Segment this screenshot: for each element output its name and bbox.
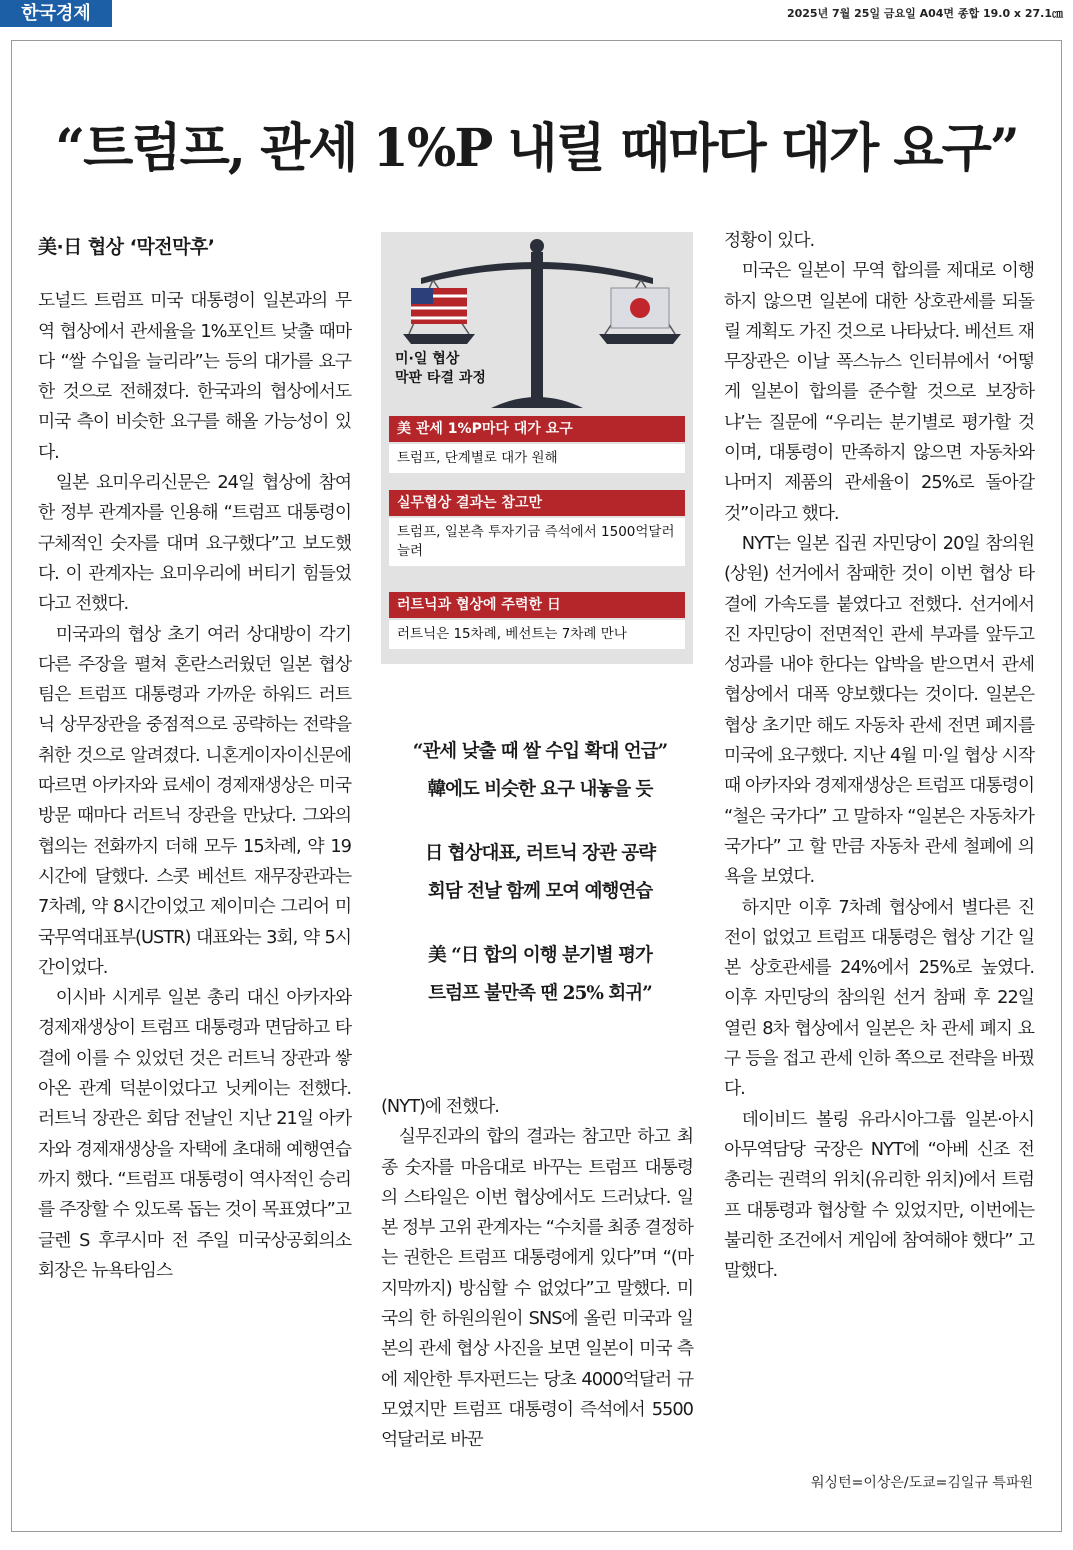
paragraph: 미국과의 협상 초기 여러 상대방이 각기 다른 주장을 펼쳐 혼란스러웠던 일본 협상팀은 트럼프 대통령과 가까운 하워드 러트닉 상무장관을 중점적으로 공략하는 전략을 취한 것으로 알려졌다. 니혼게이자이신문에 따르면 아카자와 료세이 경제재생상은 미국 방문 때마다 러트닉 장관을 만났다. 그와의 협의는 전화까지 더해 모두 15차례, 약 19시간에 달했다. 스콧 베선트 재무장관과는 7차례, 약 8시간이었고 제이미슨 그리어 미국무역대표부(USTR) 대표와는 3회, 약 5시간이었다. bbox=[38, 623, 351, 978]
subhead-line: 日 협상대표, 러트닉 장관 공략 bbox=[424, 843, 656, 864]
subhead-line: “관세 낮출 때 쌀 수입 확대 언급” bbox=[412, 741, 668, 762]
publication-meta: 2025년 7월 25일 금요일 A04면 종합 19.0 x 27.1㎝ bbox=[786, 7, 1063, 20]
infographic-section-heading: 실무협상 결과는 참고만 bbox=[389, 490, 685, 516]
newspaper-masthead: 한국경제 bbox=[0, 0, 112, 27]
paragraph: (NYT)에 전했다. bbox=[381, 1096, 499, 1117]
article-column-2 bbox=[381, 1092, 693, 1456]
subhead-group bbox=[370, 733, 710, 809]
paragraph: 하지만 이후 7차례 협상에서 별다른 진전이 없었고 트럼프 대통령은 협상 기간 일본 상호관세를 24%에서 25%로 높였다. 이후 자민당의 참의원 선거 참패 후 22일 열린 8차 협상에서 일본은 차 관세 폐지 요구 등을 접고 관세 인하 쪽으로 전략을 바꿨다. bbox=[724, 896, 1034, 1100]
paragraph: 도널드 트럼프 미국 대통령이 일본과의 무역 협상에서 관세율을 1%포인트 낮출 때마다 “쌀 수입을 늘리라”는 등의 대가를 요구한 것으로 전해졌다. 한국과의 협상에서도 미국 측이 비슷한 요구를 해올 가능성이 있다. bbox=[38, 290, 351, 463]
subhead-line: 韓에도 비슷한 요구 내놓을 듯 bbox=[427, 779, 653, 800]
infographic-section-body: 트럼프, 단계별로 대가 원해 bbox=[389, 444, 685, 473]
paragraph: 정황이 있다. bbox=[724, 230, 815, 251]
paragraph: 실무진과의 합의 결과는 참고만 하고 최종 숫자를 마음대로 바꾸는 트럼프 대통령의 스타일은 이번 협상에서도 드러났다. 일본 정부 고위 관계자는 “수치를 최종 결정하는 권한은 트럼프 대통령에게 있다”며 “(마지막까지) 방심할 수 없었다”고 말했다. 미국의 한 하원의원이 SNS에 올린 미국과 일본의 관세 협상 사진을 보면 일본이 미국 측에 제안한 투자펀드는 당초 4000억달러 규모였지만 트럼프 대통령이 즉석에서 5500억달러로 바꾼 bbox=[381, 1126, 693, 1451]
subhead-line: 美 “日 합의 이행 분기별 평가 bbox=[428, 945, 652, 966]
infographic-section-body: 트럼프, 일본측 투자기금 즉석에서 1500억달러 늘려 bbox=[389, 518, 685, 566]
infographic-title bbox=[395, 350, 486, 388]
subhead-group bbox=[370, 835, 710, 911]
subhead-group bbox=[370, 937, 710, 1013]
subheading: 美·日 협상 ‘막전막후’ bbox=[38, 236, 215, 258]
paragraph: 미국은 일본이 무역 합의를 제대로 이행하지 않으면 일본에 대한 상호관세를 되돌릴 계획도 가진 것으로 나타났다. 베선트 재무장관은 이날 폭스뉴스 인터뷰에서 ‘어떻게 일본이 합의를 준수할 것으로 보장하냐’는 질문에 “우리는 분기별로 평가할 것이며, 대통령이 만족하지 않으면 자동차와 나머지 제품의 관세율이 25%로 돌아갈 것”이라고 했다. bbox=[724, 260, 1034, 524]
article-subheads bbox=[370, 733, 710, 1039]
infographic-section-heading: 러트닉과 협상에 주력한 日 bbox=[389, 592, 685, 618]
headline: “트럼프, 관세 1%P 내릴 때마다 대가 요구” bbox=[55, 118, 1018, 179]
balance-scale-icon bbox=[381, 232, 693, 350]
paragraph: 데이비드 볼링 유라시아그룹 일본·아시아무역담당 국장은 NYT에 “아베 신조 전 총리는 권력의 위치(유리한 위치)에서 트럼프 대통령과 협상할 수 있었지만, 이번에는 불리한 조건에서 게임에 참여해야 했다” 고 말했다. bbox=[724, 1108, 1034, 1282]
article-column-3 bbox=[724, 226, 1034, 1286]
article-column-1 bbox=[38, 232, 351, 1286]
paragraph: NYT는 일본 집권 자민당이 20일 참의원(상원) 선거에서 참패한 것이 이번 협상 타결에 가속도를 붙였다고 전했다. 선거에서 진 자민당이 전면적인 관세 부과를 앞두고 성과를 내야 한다는 압박을 받으면서 관세 협상에서 대폭 양보했다는 것이다. 일본은 협상 초기만 해도 자동차 관세 전면 폐지를 미국에 요구했다. 지난 4월 미·일 협상 시작 때 아카자와 경제재생상은 트럼프 대통령이 “철은 국가다” 고 말하자 “일본은 자동차가 국가다” 고 할 만큼 자동차 관세 철폐에 의욕을 보였다. bbox=[724, 532, 1034, 888]
byline: 워싱턴=이상은/도쿄=김일규 특파원 bbox=[811, 1475, 1033, 1491]
infographic-title-line-2: 막판 타결 과정 bbox=[395, 370, 486, 386]
infographic-title-line-1: 미·일 협상 bbox=[395, 351, 460, 367]
paragraph: 이시바 시게루 일본 총리 대신 아카자와 경제재생상이 트럼프 대통령과 면담하고 타결에 이를 수 있었던 것은 러트닉 장관과 쌓아온 관계 덕분이었다고 닛케이는 전했다. 러트닉 장관은 회담 전날인 지난 21일 아카자와 경제재생상을 자택에 초대해 예행연습까지 했다. “트럼프 대통령이 역사적인 승리를 주장할 수 있도록 돕는 것이 목표였다”고 글렌 S 후쿠시마 전 주일 미국상공회의소 회장은 뉴욕타임스 bbox=[38, 987, 351, 1281]
subhead-line: 회담 전날 함께 모여 예행연습 bbox=[427, 881, 653, 902]
infographic-section-heading: 美 관세 1%P마다 대가 요구 bbox=[389, 416, 685, 442]
infographic-section-body: 러트닉은 15차례, 베선트는 7차례 만나 bbox=[389, 620, 685, 649]
subhead-line: 트럼프 불만족 땐 25% 회귀” bbox=[428, 983, 652, 1004]
paragraph: 일본 요미우리신문은 24일 협상에 참여한 정부 관계자를 인용해 “트럼프 대통령이 구체적인 숫자를 대며 요구했다”고 보도했다. 이 관계자는 요미우리에 버티기 힘들었다고 전했다. bbox=[38, 472, 351, 615]
infographic bbox=[381, 232, 693, 664]
